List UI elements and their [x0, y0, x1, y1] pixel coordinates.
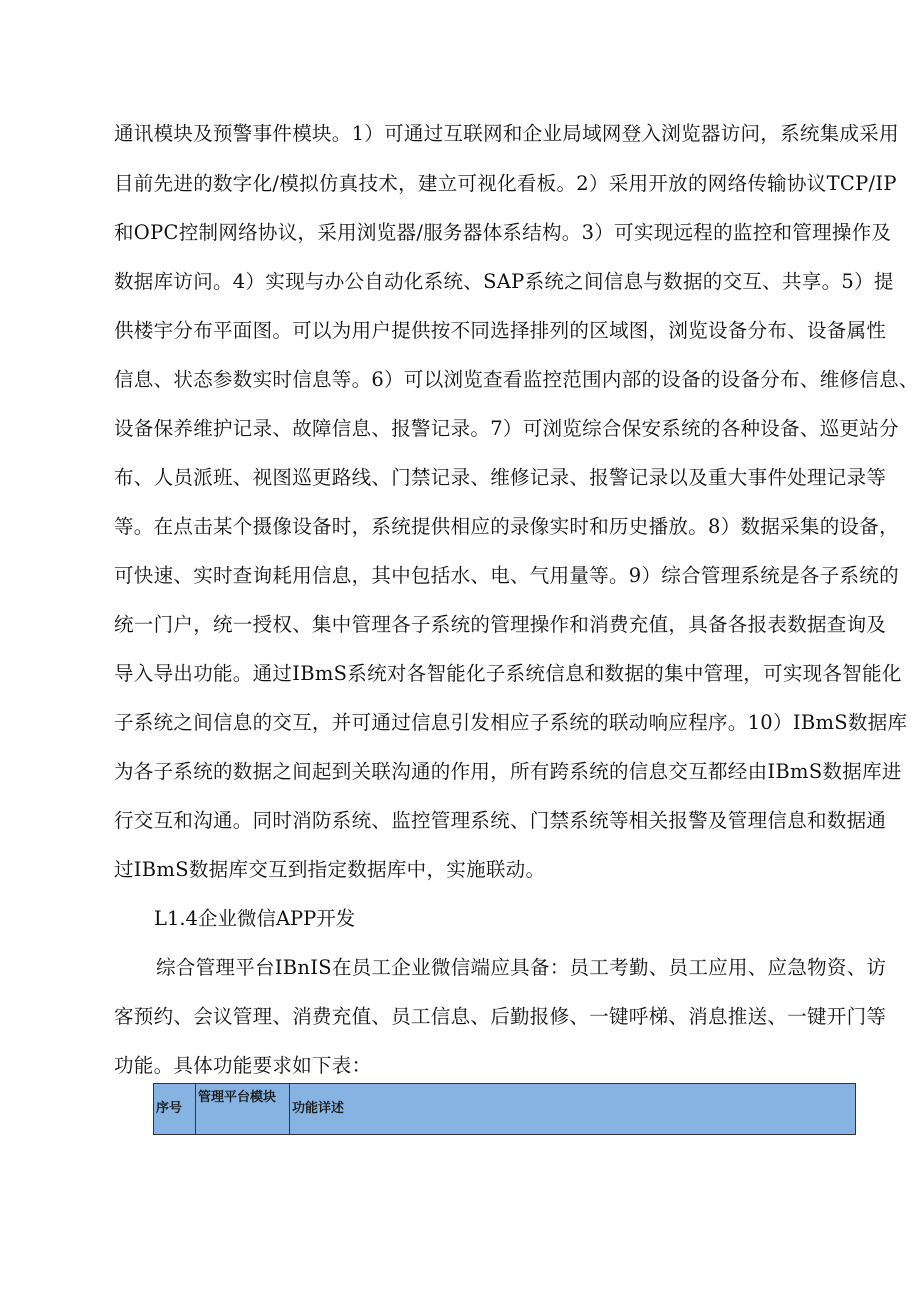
paragraph-line: 行交互和沟通。同时消防系统、监控管理系统、门禁系统等相关报警及管理信息和数据通	[114, 809, 887, 832]
paragraph-line: 和OPC控制网络协议，采用浏览器/服务器体系结构。3）可实现远程的监控和管理操作及	[114, 221, 892, 244]
intro-line: 综合管理平台IBnIS在员工企业微信端应具备：员工考勤、员工应用、应急物资、访	[156, 956, 887, 979]
paragraph-line: 信息、状态参数实时信息等。6）可以浏览查看监控范围内部的设备的设备分布、维修信息、	[114, 368, 919, 391]
intro-line: 功能。具体功能要求如下表：	[114, 1054, 372, 1077]
paragraph-line: 布、人员派班、视图巡更路线、门禁记录、维修记录、报警记录以及重大事件处理记录等	[114, 466, 887, 489]
paragraph-line: 为各子系统的数据之间起到关联沟通的作用，所有跨系统的信息交互都经由IBmS数据库进	[114, 760, 902, 783]
header-cell-description: 功能详述	[292, 1101, 345, 1116]
paragraph-line: 统一门户，统一授权、集中管理各子系统的管理操作和消费充值，具备各报表数据查询及	[114, 613, 887, 636]
paragraph-line: 设备保养维护记录、故障信息、报警记录。7）可浏览综合保安系统的各种设备、巡更站分	[114, 417, 899, 440]
intro-line: 客预约、会议管理、消费充值、员工信息、后勤报修、一键呼梯、消息推送、一键开门等	[114, 1005, 887, 1028]
paragraph-line: 供楼宇分布平面图。可以为用户提供按不同选择排列的区域图，浏览设备分布、设备属性	[114, 319, 887, 342]
paragraph-line: 导入导出功能。通过IBmS系统对各智能化子系统信息和数据的集中管理，可实现各智能化	[114, 662, 902, 685]
paragraph-line: 子系统之间信息的交互，并可通过信息引发相应子系统的联动响应程序。10）IBmS数据库	[114, 711, 908, 734]
paragraph-line: 通讯模块及预警事件模块。1）可通过互联网和企业局域网登入浏览器访问，系统集成采用	[114, 122, 899, 145]
paragraph-line: 数据库访问。4）实现与办公自动化系统、SAP系统之间信息与数据的交互、共享。5）提	[114, 270, 894, 293]
paragraph-line: 过IBmS数据库交互到指定数据库中，实施联动。	[114, 858, 546, 881]
paragraph-line: 可快速、实时查询耗用信息，其中包括水、电、气用量等。9）综合管理系统是各子系统的	[114, 564, 899, 587]
section-heading: L1.4企业微信APP开发	[154, 907, 356, 930]
paragraph-line: 目前先进的数字化/模拟仿真技术，建立可视化看板。2）采用开放的网络传输协议TCP/IP	[114, 172, 897, 195]
header-cell-index: 序号	[154, 1084, 196, 1134]
function-table-header-row	[153, 1083, 856, 1135]
header-cell-module: 管理平台模块	[196, 1084, 290, 1134]
paragraph-line: 等。在点击某个摄像设备时，系统提供相应的录像实时和历史播放。8）数据采集的设备，	[114, 515, 899, 538]
